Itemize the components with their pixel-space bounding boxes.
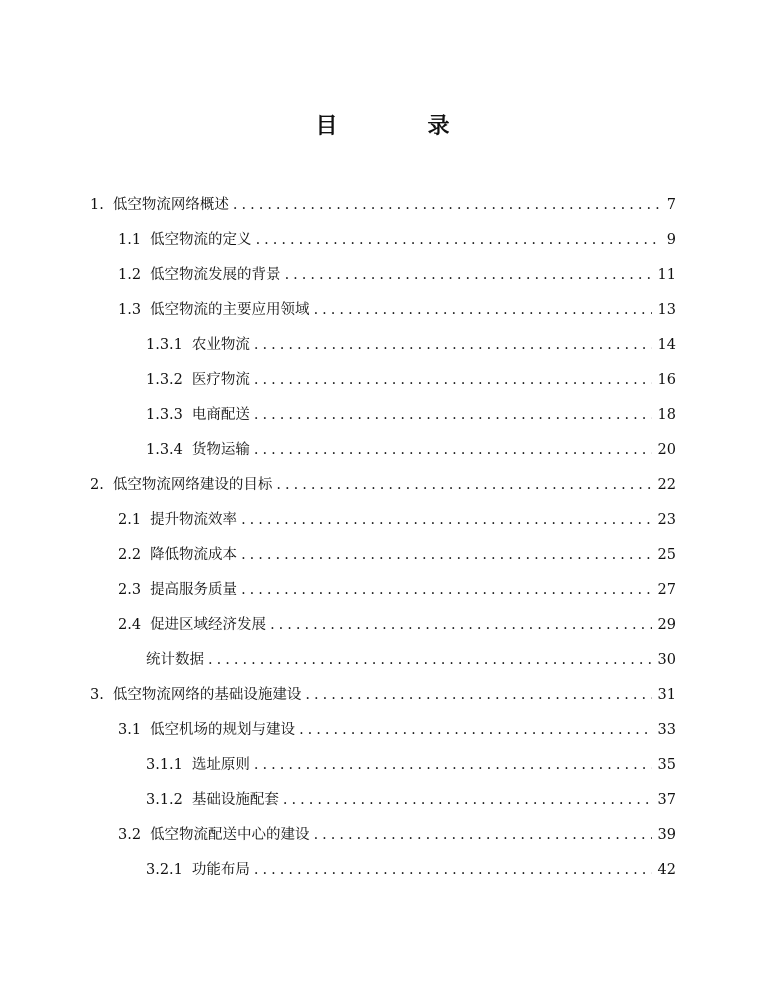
- toc-entry-number: 2.: [90, 477, 104, 493]
- toc-entry-1-1[interactable]: [118, 223, 676, 258]
- toc-entry-title: 低空物流的定义: [150, 232, 252, 248]
- toc-entry-number: 2.3: [118, 582, 142, 598]
- toc-entry-page: 22: [657, 477, 676, 493]
- dot-leader: [314, 293, 652, 328]
- toc-entry-page: 16: [657, 372, 676, 388]
- toc-entry-2[interactable]: [90, 468, 676, 503]
- toc-entry-number: 1.3.4: [146, 442, 183, 458]
- toc-entry-title: 低空物流网络概述: [112, 197, 229, 213]
- toc-entry-number: 3.: [90, 687, 104, 703]
- toc-entry-title: 医疗物流: [191, 372, 250, 388]
- toc-entry-title: 低空物流网络建设的目标: [112, 477, 273, 493]
- dot-leader: [285, 258, 652, 293]
- dot-leader: [254, 433, 652, 468]
- toc-entry-title: 低空物流发展的背景: [150, 267, 281, 283]
- toc-entry-number: 3.1.2: [146, 792, 183, 808]
- toc-entry-page: 35: [657, 757, 676, 773]
- toc-entry-title: 货物运输: [191, 442, 250, 458]
- toc-entry-title: 功能布局: [191, 862, 250, 878]
- toc-entry-title: 基础设施配套: [191, 792, 279, 808]
- toc-entry-number: 1.3.3: [146, 407, 183, 423]
- toc-entry-number: 3.2: [118, 827, 142, 843]
- toc-entry-page: 7: [666, 197, 676, 213]
- toc-entry-2-2[interactable]: [118, 538, 676, 573]
- dot-leader: [254, 328, 652, 363]
- toc-entry-number: 1.3: [118, 302, 142, 318]
- toc-entry-title: 提高服务质量: [150, 582, 238, 598]
- toc-entry-page: 37: [657, 792, 676, 808]
- toc-entry-2-3[interactable]: [118, 573, 676, 608]
- toc-entry-number: 2.2: [118, 547, 142, 563]
- toc-entry-page: 31: [657, 687, 676, 703]
- toc-entry-number: 3.2.1: [146, 862, 183, 878]
- toc-entry-3-2[interactable]: [118, 818, 676, 853]
- toc-entry-number: 1.: [90, 197, 104, 213]
- toc-entry-page: 39: [657, 827, 676, 843]
- toc-entry-page: 30: [657, 652, 676, 668]
- dot-leader: [314, 818, 652, 853]
- toc-entry-number: 2.4: [118, 617, 142, 633]
- toc-entry-page: 27: [657, 582, 676, 598]
- toc-entry-3-2-1[interactable]: [146, 853, 676, 888]
- dot-leader: [254, 398, 652, 433]
- toc-entry-page: 29: [657, 617, 676, 633]
- toc-entry-page: 42: [657, 862, 676, 878]
- page-title: 目 录: [315, 114, 484, 139]
- toc-entry-3-1[interactable]: [118, 713, 676, 748]
- toc-entry-page: 9: [666, 232, 676, 248]
- toc-entry-3-1-1[interactable]: [146, 748, 676, 783]
- toc-entry-1-2[interactable]: [118, 258, 676, 293]
- toc-entry-number: 1.2: [118, 267, 142, 283]
- toc-entry-number: 3.1.1: [146, 757, 183, 773]
- dot-leader: [241, 503, 651, 538]
- toc-entry-number: 1.1: [118, 232, 142, 248]
- toc-entry-title: 低空机场的规划与建设: [150, 722, 296, 738]
- toc-entry-2-1[interactable]: [118, 503, 676, 538]
- toc-entry-page: 11: [657, 267, 676, 283]
- toc-entry-page: 18: [657, 407, 676, 423]
- toc-entry-page: 23: [657, 512, 676, 528]
- toc-entry-number: 2.1: [118, 512, 142, 528]
- toc-entry-title: 降低物流成本: [150, 547, 238, 563]
- dot-leader: [208, 643, 652, 678]
- toc-entry-2-4[interactable]: [118, 608, 676, 643]
- toc-entry-1-3-2[interactable]: [146, 363, 676, 398]
- dot-leader: [254, 363, 652, 398]
- toc-entry-1-3-4[interactable]: [146, 433, 676, 468]
- toc-entry-title: 统计数据: [146, 652, 204, 668]
- toc-entry-1[interactable]: [90, 188, 676, 223]
- toc-entry-title: 电商配送: [191, 407, 250, 423]
- toc-entry-number: 1.3.1: [146, 337, 183, 353]
- toc-entry-page: 13: [657, 302, 676, 318]
- dot-leader: [256, 223, 661, 258]
- toc-entry-title: 提升物流效率: [150, 512, 238, 528]
- dot-leader: [270, 608, 651, 643]
- dot-leader: [241, 538, 651, 573]
- toc-entry-1-3-3[interactable]: [146, 398, 676, 433]
- toc-entry-3-1-2[interactable]: [146, 783, 676, 818]
- dot-leader: [299, 713, 651, 748]
- toc-entry-page: 33: [657, 722, 676, 738]
- dot-leader: [254, 748, 652, 783]
- toc-entry-page: 25: [657, 547, 676, 563]
- toc-entry-title: 农业物流: [191, 337, 250, 353]
- toc-entry-statistics[interactable]: [146, 643, 676, 678]
- dot-leader: [241, 573, 651, 608]
- dot-leader: [283, 783, 652, 818]
- toc-entry-page: 20: [657, 442, 676, 458]
- toc-entry-number: 3.1: [118, 722, 142, 738]
- toc-entry-title: 低空物流配送中心的建设: [150, 827, 310, 843]
- dot-leader: [254, 853, 652, 888]
- toc-entry-1-3-1[interactable]: [146, 328, 676, 363]
- dot-leader: [305, 678, 651, 713]
- toc-entry-title: 低空物流网络的基础设施建设: [112, 687, 302, 703]
- toc-entry-title: 促进区域经济发展: [150, 617, 267, 633]
- toc-entry-title: 选址原则: [191, 757, 250, 773]
- toc-entry-number: 1.3.2: [146, 372, 183, 388]
- toc-entry-title: 低空物流的主要应用领域: [150, 302, 310, 318]
- dot-leader: [276, 468, 651, 503]
- toc-entry-3[interactable]: [90, 678, 676, 713]
- toc-entry-page: 14: [657, 337, 676, 353]
- toc-entry-1-3[interactable]: [118, 293, 676, 328]
- dot-leader: [233, 188, 661, 223]
